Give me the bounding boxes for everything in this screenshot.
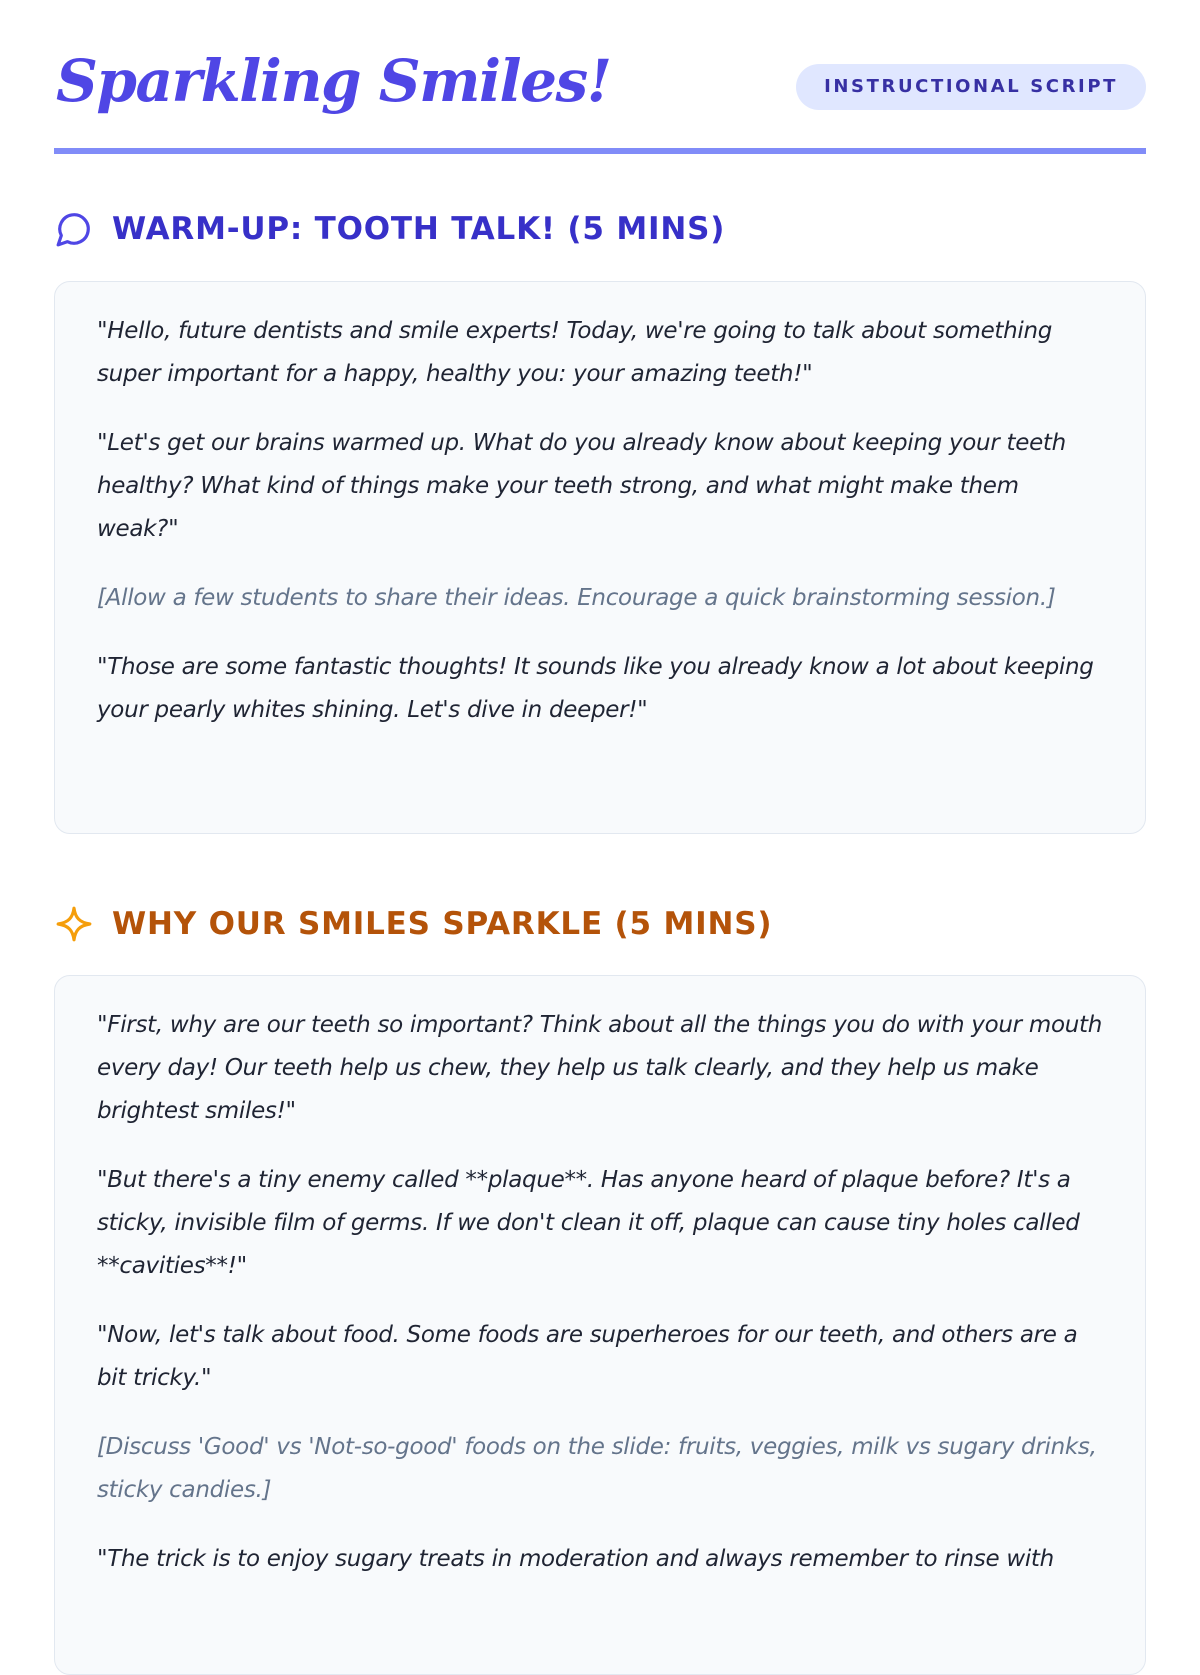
page-header bbox=[54, 0, 1146, 154]
script-line: "Now, let's talk about food. Some foods are superheroes for our teeth, and others are a bit tricky." bbox=[97, 1322, 1078, 1391]
teacher-note: [Discuss 'Good' vs 'Not-so-good' foods on the slide: fruits, veggies, milk vs sugary drinks, sticky candies.] bbox=[97, 1434, 1097, 1503]
speech-bubble-icon bbox=[54, 209, 94, 249]
section-title: WHY OUR SMILES SPARKLE (5 MINS) bbox=[112, 906, 773, 942]
page-title: Sparkling Smiles! bbox=[56, 47, 611, 115]
script-card-why-smiles-sparkle bbox=[54, 975, 1146, 1675]
script-card-warm-up bbox=[54, 281, 1146, 834]
document-type-badge: INSTRUCTIONAL SCRIPT bbox=[796, 64, 1146, 110]
section-heading-why-smiles-sparkle bbox=[54, 904, 772, 944]
script-line: "But there's a tiny enemy called **plaque**. Has anyone heard of plaque before? It's a sticky, invisible film of germs. If we don't clean it off, plaque can cause tiny holes called **cavities**!" bbox=[97, 1167, 1080, 1279]
script-line: "Hello, future dentists and smile experts! Today, we're going to talk about something super important for a happy, healthy you: your amazing teeth!" bbox=[97, 318, 1053, 387]
script-line: "The trick is to enjoy sugary treats in moderation and always remember to rinse with bbox=[97, 1546, 1054, 1572]
script-line: "Those are some fantastic thoughts! It sounds like you already know a lot about keeping your pearly whites shining. Let's dive in deeper!" bbox=[97, 654, 1094, 723]
sparkle-icon bbox=[54, 904, 94, 944]
teacher-note: [Allow a few students to share their ideas. Encourage a quick brainstorming session.] bbox=[97, 585, 1056, 611]
section-heading-warm-up bbox=[54, 209, 725, 249]
script-line: "First, why are our teeth so important? Think about all the things you do with your mouth every day! Our teeth help us chew, they help us talk clearly, and they help us make brightest smiles!" bbox=[97, 1012, 1102, 1124]
script-line: "Let's get our brains warmed up. What do you already know about keeping your teeth healthy? What kind of things make your teeth strong, and what might make them weak?" bbox=[97, 430, 1066, 542]
section-title: WARM-UP: TOOTH TALK! (5 MINS) bbox=[112, 211, 726, 247]
